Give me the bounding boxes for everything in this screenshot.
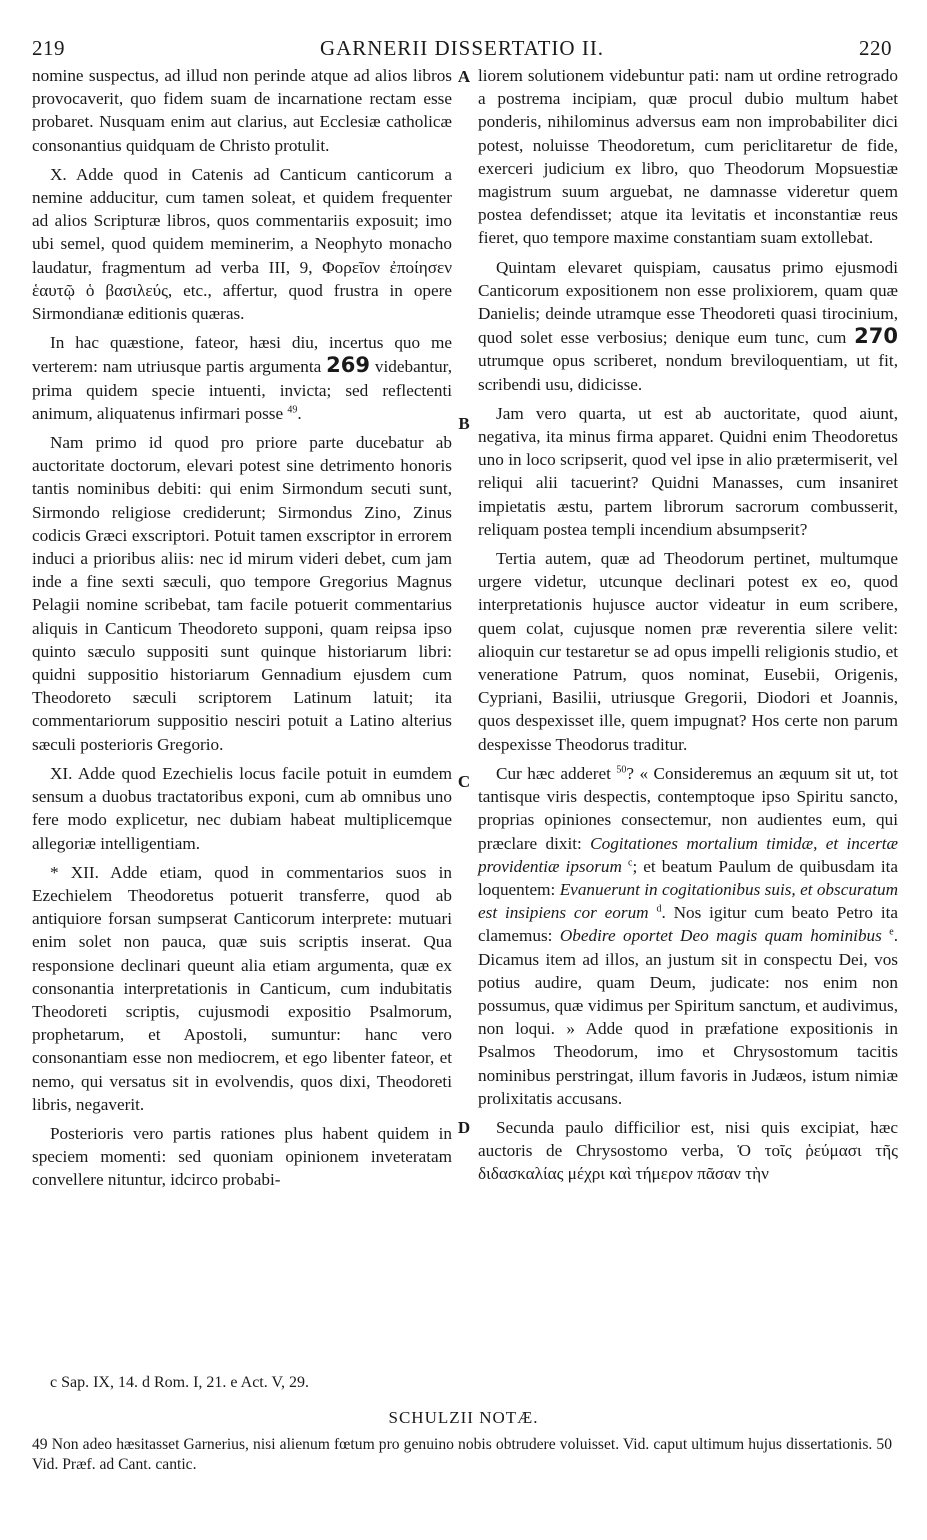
page-number-left: 219 — [32, 36, 65, 60]
paragraph-text: In hac quæstione, fateor, hæsi diu, incertus quo me verterem: nam utriusque partis argumenta — [32, 333, 452, 377]
paragraph: * XII. Adde etiam, quod in commentarios suos in Ezechielem Theodoretus potuerit transferre, quod ab antiquiore forsan sumpserat Canticorum interprete: mutuari enim solet non pauca, quæ suis scriptis inserat. Qua responsione declinari queunt alia etiam argumenta, quæ ex consonantia interpretationis in Canticum, cum indubitatis Theodoreti scriptis, cujusmodi expositio Psalmorum, prophetarum, et Apostoli, sumuntur: hanc vero consonantiam esse non mediocrem, et ego libenter fateor, et nemo, qui versatus sit in evolvendis, quos dixi, Theodoreti libris, negaverit. — [32, 862, 452, 1114]
paragraph: Jam vero quarta, ut est ab auctoritate, quod aiunt, negativa, ita minus firma apparet. Quidni enim Theodoretus uno in loco scripserit, quod vel ipse in alio prætermiserit, vel reliqui alii tacuerint? Quidni Manasses, cum insaniret impietatis æstu, partem librorum sacrorum combusserit, reliquam postea templi incendium absumpserit? — [478, 403, 898, 539]
quotation: Cogitationes mortalium timidæ, et incertæ providentiæ ipsorum — [478, 833, 898, 876]
page-number-right: 220 — [859, 36, 892, 60]
paragraph-text: . Nos igitur cum beato Petro ita clamemus: — [478, 903, 899, 946]
column-number: 270 — [854, 324, 899, 349]
margin-letter-b: B — [458, 414, 470, 433]
paragraph-text: ? « Consideremus an æquum sit ut, tot tantisque viris despectis, contemptoque ipso Spiritu sancto, proprias opiniones consectemur, non audientes eum, qui præclare dixit: — [478, 763, 899, 853]
paragraph — [32, 331, 452, 425]
left-column — [32, 64, 452, 1192]
notes-text: 49 Non adeo hæsitasset Garnerius, nisi alienum fœtum pro genuino nobis obtrudere voluisset. Vid. caput ultimum hujus dissertationis. 50 Vid. Præf. ad Cant. cantic. — [32, 1436, 892, 1473]
paragraph: XI. Adde quod Ezechielis locus facile potuit in eumdem sensum a duobus tractatoribus exponi, cum ab omnibus uno fere modo explicetur, nec dubiam habeat multiplicemque allegoriæ intelligentiam. — [32, 763, 452, 853]
paragraph: Secunda paulo difficilior est, nisi quis excipiat, hæc auctoris de Chrysostomo verba, Ὁ τοῖς ῥεύμασι τῆς διδασκαλίας μέχρι καὶ τήμερον πᾶσαν τὴν — [478, 1117, 898, 1184]
footnote-mark: 49 — [287, 404, 298, 416]
footnote-references: c Sap. IX, 14. d Rom. I, 21. e Act. V, 29. — [50, 1374, 309, 1391]
footnote-mark: c — [627, 856, 633, 868]
paragraph-text: Cur hæc adderet — [496, 763, 611, 783]
footnote-mark: 50 — [616, 764, 627, 776]
notes-title: SCHULZII NOTÆ. — [388, 1408, 539, 1427]
paragraph-text: . Dicamus item ad illos, an justum sit in conspectu Dei, vos potius audire, quam Deum, judicate: nos enim non possumus, quæ vidimus per Spiritum sanctum, et audivimus, non loqui. » Adde quod in præfatione expositionis in Psalmos Theodorum, imo et Chrysostomum tacitis nominibus perstringat, illum favoris in Judæos, istum nimiæ prolixitatis accusans. — [478, 926, 899, 1108]
running-title: GARNERII DISSERTATIO II. — [319, 36, 605, 60]
paragraph-text: . — [297, 403, 302, 423]
paragraph-text: Quintam elevaret quispiam, causatus primo ejusmodi Canticorum expositionem non esse prolixiorem, quam quæ Danielis; deinde utramque esse Theodoreti quasi tirocinium, quod solet esse verbosius; denique eum tunc, cum — [478, 257, 898, 348]
paragraph: Nam primo id quod pro priore parte ducebatur ab auctoritate doctorum, elevari potest sine detrimento honoris tantis nominibus debiti: qui enim Sirmondum secuti sunt, Sirmondo religiose crediderunt; Sirmondus Zino, Zinus codicis Græci exscriptori. Potuit tamen exscriptor in errorem induci a prioribus aliis: nec id mirum videri debet, cum jam inde a fine sexti sæculi, quo tempore Gregorius Magnus Pelagii nomine scribebat, tam facile potuerit commentarius aliquis in Canticum Theodoreto supponi, quam reipsa ipso quinto sæculo suppositi sunt quinque historiarum libri: quidni suppositio historiarum Gennadium ejusdem cum Theodoreto sæculi scriptorem Latinum latuit; ita commentariorum suppositio nesciri potuit a Latino alterius sæculi posterioris Gregorio. — [32, 433, 452, 754]
paragraph: liorem solutionem videbuntur pati: nam ut ordine retrogrado a postrema incipiam, quæ procul dubio multum habet ponderis, nihilominus adversus eam non improbabiliter dici potest, noluisse Theodoretum, cum periclitaretur de fide, exerceri judicium ex libro, quo Theodorum Mopsuestiæ magistrum suum arguebat, ne damnasse videretur quem postea defendisset; atque ita levitatis et inconstantiæ reus fieret, quo tempore maxime constantiam suam extollebat. — [478, 66, 898, 248]
right-column — [478, 64, 898, 1186]
quotation: Evanuerunt in cogitationibus suis, et obscuratum est insipiens cor eorum — [478, 879, 898, 923]
quotation: Obedire oportet Deo magis quam hominibus — [559, 926, 882, 946]
paragraph — [478, 762, 898, 1110]
paragraph: Posterioris vero partis rationes plus habent quidem in speciem momenti: sed quoniam opinionem inveteratam convellere nituntur, idcirco probabi- — [32, 1123, 452, 1190]
paragraph-text: videbantur, prima quidem specie intuenti, invicta; sed reflectenti animum, aliquatenus infirmari posse — [32, 357, 452, 423]
margin-letter-a: A — [457, 67, 471, 86]
page-header — [32, 36, 892, 62]
paragraph-text: utrumque opus scriberet, nondum breviloquentiam, ut fit, scribendi usu, didicisse. — [478, 351, 898, 394]
paragraph: Tertia autem, quæ ad Theodorum pertinet, multumque urgere videtur, utcunque declinari potest ex eo, quod interpretationis hujusce auctor videatur in eum scribere, quem colat, cujusque nomen præ reverentia silere velit: alioquin cur testaretur se ad opus impelli religionis studio, et veneratione Patrum, quos nominat, Eusebii, Origenis, Cypriani, Basilii, utriusque Gregorii, Diodori et Joannis, quos despexisset ille, quem impugnat? Hos certe non parum despexisse Theodorus traditur. — [478, 549, 898, 754]
margin-letter-d: D — [457, 1118, 471, 1137]
footnote-mark: d — [656, 903, 662, 915]
margin-letter-c: C — [457, 772, 471, 791]
paragraph-text: ; et beatum Paulum de quibusdam ita loquentem: — [478, 856, 899, 899]
column-number: 269 — [326, 353, 371, 378]
paragraph — [478, 256, 898, 396]
paragraph: nomine suspectus, ad illud non perinde atque ad alios libros provocaverit, quo fidem suam de incarnatione rectam esse probaret. Nusquam enim aut clarius, aut Ecclesiæ catholicæ consonantius quidquam de Christo protulit. — [32, 66, 452, 155]
footnote-mark: e — [889, 926, 894, 938]
paragraph: X. Adde quod in Catenis ad Canticum canticorum a nemine adducitur, cum tamen soleat, et quidem frequenter ad alios Scripturæ libros, quos commentariis exposuit; imo ubi semel, quod quidem meminerim, a Neophyto monacho laudatur, fragmentum ad verba III, 9, Φορεῖον ἐποίησεν ἑαυτῷ ὁ βασιλεύς, etc., affertur, quod frustra in opere Sirmondianæ editionis quæras. — [32, 164, 452, 324]
